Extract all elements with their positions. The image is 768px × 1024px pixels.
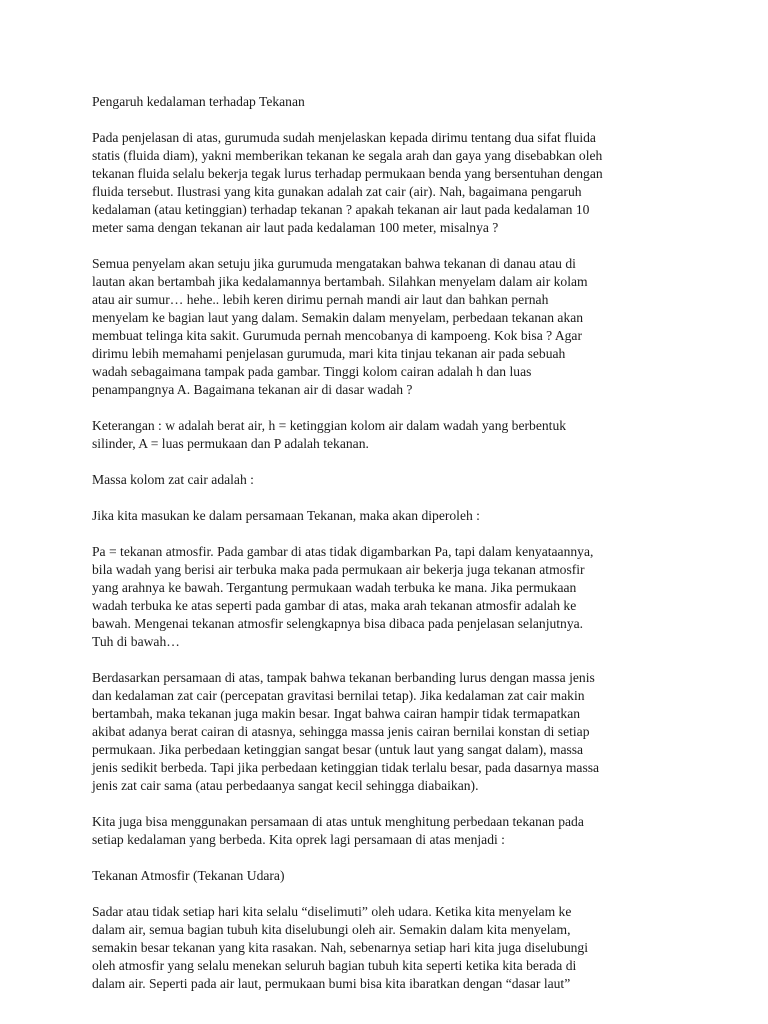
- paragraph-massa-kolom: Massa kolom zat cair adalah :: [92, 472, 254, 487]
- paragraph-keterangan: Keterangan : w adalah berat air, h = ketinggian kolom air dalam wadah yang berbentuk silinder, A = luas permukaan dan P adalah tekanan.: [92, 418, 567, 451]
- paragraph-fluid-properties: Pada penjelasan di atas, gurumuda sudah menjelaskan kepada dirimu tentang dua sifat fluida statis (fluida diam), yakni memberikan tekanan ke segala arah dan gaya yang disebabkan oleh tekanan fluida selalu bekerja tegak lurus terhadap permukaan benda yang bersentuhan dengan fluida tersebut. Ilustrasi yang kita gunakan adalah zat cair (air). Nah, bagaimana pengaruh kedalaman (atau ketinggian) terhadap tekanan ? apakah tekanan air laut pada kedalaman 10 meter sama dengan tekanan air laut pada kedalaman 100 meter, misalnya ?: [92, 130, 603, 235]
- document-title: Pengaruh kedalaman terhadap Tekanan: [92, 94, 305, 109]
- paragraph-tekanan-atmosfir-pa: Pa = tekanan atmosfir. Pada gambar di atas tidak digambarkan Pa, tapi dalam kenyataannya, bila wadah yang berisi air terbuka maka pada permukaan air bekerja juga tekanan atmosfir yang arahnya ke bawah. Tergantung permukaan wadah terbuka ke mana. Jika permukaan wadah terbuka ke atas seperti pada gambar di atas, maka arah tekanan atmosfir adalah ke bawah. Mengenai tekanan atmosfir selengkapnya bisa dibaca pada penjelasan selanjutnya. Tuh di bawah…: [92, 544, 594, 649]
- paragraph-perbedaan-tekanan: Kita juga bisa menggunakan persamaan di atas untuk menghitung perbedaan tekanan pada setiap kedalaman yang berbeda. Kita oprek lagi persamaan di atas menjadi :: [92, 814, 584, 847]
- section-heading-tekanan-atmosfir: Tekanan Atmosfir (Tekanan Udara): [92, 868, 285, 883]
- paragraph-diselimuti-udara: Sadar atau tidak setiap hari kita selalu “diselimuti” oleh udara. Ketika kita menyelam ke dalam air, semua bagian tubuh kita diselubungi oleh air. Semakin dalam kita menyelam, semakin besar tekanan yang kita rasakan. Nah, sebenarnya setiap hari kita juga diselubungi oleh atmosfir yang selalu menekan seluruh bagian tubuh kita seperti ketika kita berada di dalam air. Seperti pada air laut, permukaan bumi bisa kita ibaratkan dengan “dasar laut”: [92, 904, 588, 991]
- paragraph-persamaan-tekanan: Jika kita masukan ke dalam persamaan Tekanan, maka akan diperoleh :: [92, 508, 480, 523]
- document-body: [92, 93, 682, 1011]
- paragraph-berdasarkan-persamaan: Berdasarkan persamaan di atas, tampak bahwa tekanan berbanding lurus dengan massa jenis dan kedalaman zat cair (percepatan gravitasi bernilai tetap). Jika kedalaman zat cair makin bertambah, maka tekanan juga makin besar. Ingat bahwa cairan hampir tidak termapatkan akibat adanya berat cairan di atasnya, sehingga massa jenis cairan bernilai konstan di setiap permukaan. Jika perbedaan ketinggian sangat besar (untuk laut yang sangat dalam), massa jenis sedikit berbeda. Tapi jika perbedaan ketinggian tidak terlalu besar, pada dasarnya massa jenis zat cair sama (atau perbedaanya sangat kecil sehingga diabaikan).: [92, 670, 600, 793]
- paragraph-divers: Semua penyelam akan setuju jika gurumuda mengatakan bahwa tekanan di danau atau di lautan akan bertambah jika kedalamannya bertambah. Silahkan menyelam dalam air kolam atau air sumur… hehe.. lebih keren dirimu pernah mandi air laut dan bahkan pernah menyelam ke bagian laut yang dalam. Semakin dalam menyelam, perbedaan tekanan akan membuat telinga kita sakit. Gurumuda pernah mencobanya di kampoeng. Kok bisa ? Agar dirimu lebih memahami penjelasan gurumuda, mari kita tinjau tekanan air pada sebuah wadah sebagaimana tampak pada gambar. Tinggi kolom cairan adalah h dan luas penampangnya A. Bagaimana tekanan air di dasar wadah ?: [92, 256, 588, 397]
